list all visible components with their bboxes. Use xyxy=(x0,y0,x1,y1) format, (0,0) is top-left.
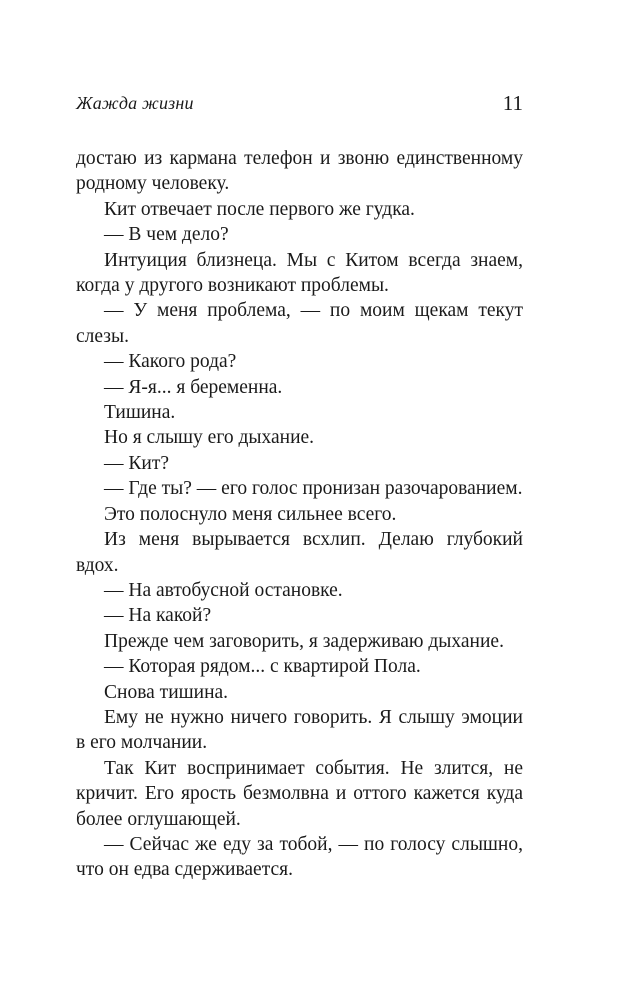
paragraph: Ему не нужно ничего говорить. Я слышу эмоции в его молчании. xyxy=(76,706,523,754)
page-number: 11 xyxy=(502,91,523,115)
running-head xyxy=(76,88,523,118)
dialogue-line: — Которая рядом... с квартирой Пола. xyxy=(104,656,421,678)
paragraph: Из меня вырывается всхлип. Делаю глубокий вдох. xyxy=(76,529,523,576)
dialogue-line: — Какого рода? xyxy=(104,351,237,373)
paragraph: Это полоснуло меня сильнее всего. xyxy=(104,503,397,525)
paragraph: Так Кит воспринимает события. Не злится, не кричит. Его ярость безмолвна и оттого кажется куда более оглушающей. xyxy=(76,757,523,830)
paragraph: Кит отвечает после первого же гудка. xyxy=(104,198,415,220)
paragraph: достаю из кармана телефон и звоню единственному родному человеку. xyxy=(76,148,523,195)
dialogue-line: — На какой? xyxy=(104,605,212,627)
body-text xyxy=(76,146,523,883)
dialogue-line: — Я-я... я беременна. xyxy=(104,376,283,398)
dialogue-line: — В чем дело? xyxy=(104,224,229,246)
paragraph: Интуиция близнеца. Мы с Китом всегда знаем, когда у другого возникают проблемы. xyxy=(76,249,523,297)
book-title: Жажда жизни xyxy=(76,93,194,113)
dialogue-line: — На автобусной остановке. xyxy=(104,579,343,601)
paragraph: Тишина. xyxy=(104,402,176,424)
paragraph: Снова тишина. xyxy=(104,681,229,703)
dialogue-line: — Где ты? — его голос пронизан разочарованием. xyxy=(104,478,523,500)
dialogue-line: — У меня проблема, — по моим щекам текут слезы. xyxy=(76,300,523,347)
paragraph: Но я слышу его дыхание. xyxy=(104,427,315,449)
paragraph: Прежде чем заговорить, я задерживаю дыхание. xyxy=(104,630,504,652)
dialogue-line: — Кит? xyxy=(104,452,169,474)
dialogue-line: — Сейчас же еду за тобой, — по голосу слышно, что он едва сдерживается. xyxy=(76,833,523,881)
